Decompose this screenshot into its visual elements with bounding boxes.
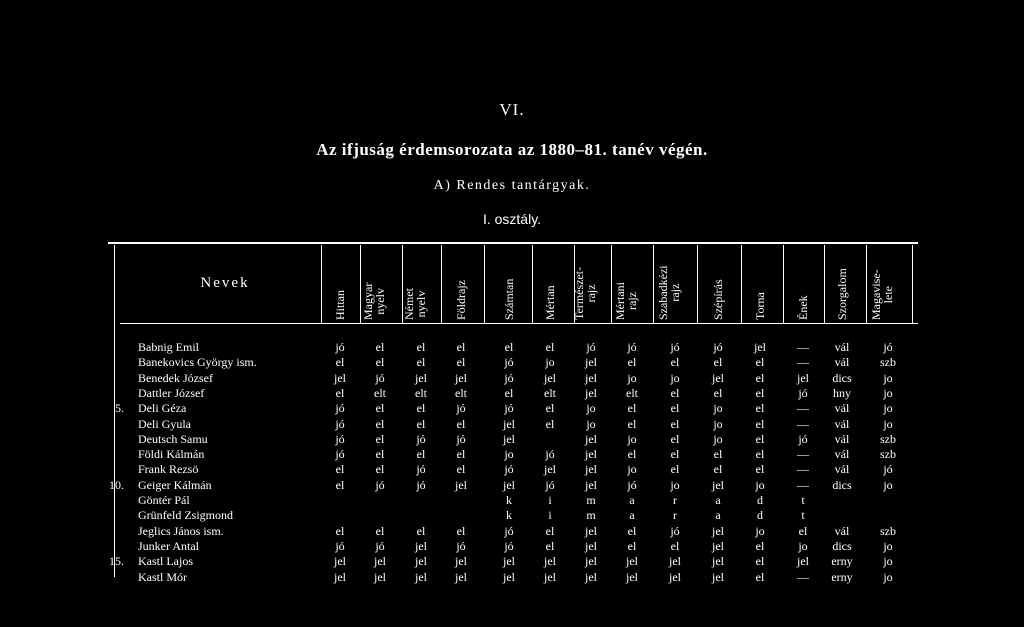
grade-cell: jo bbox=[627, 431, 637, 446]
column-header-label: Mértani rajz bbox=[613, 282, 639, 320]
grade-cell: jel bbox=[544, 554, 556, 569]
grade-cell: elt bbox=[544, 385, 556, 400]
column-header-label: Természet- rajz bbox=[572, 266, 598, 320]
grade-cell: el bbox=[375, 431, 385, 446]
column-header-label: Hittan bbox=[333, 290, 347, 320]
grade-cell: a bbox=[629, 493, 635, 507]
names-column-header: Nevek bbox=[200, 275, 250, 291]
column-separator bbox=[866, 245, 867, 323]
table-row bbox=[0, 539, 1024, 554]
grade-cell: jó bbox=[545, 477, 555, 492]
grade-cell: jel bbox=[455, 554, 467, 569]
grade-cell: jel bbox=[585, 477, 597, 492]
class-label: I. osztály. bbox=[482, 211, 542, 227]
grade-cell: el bbox=[755, 569, 765, 584]
grade-cell: jel bbox=[415, 569, 427, 584]
grade-cell: jo bbox=[883, 370, 893, 385]
table-header-rule bbox=[120, 323, 918, 324]
grade-cell: jó bbox=[627, 340, 637, 354]
grade-cell: vál bbox=[834, 416, 850, 431]
student-name: Kastl Mór bbox=[138, 569, 187, 584]
grade-cell: jo bbox=[504, 447, 514, 462]
grade-cell: jel bbox=[585, 569, 597, 584]
grade-cell: — bbox=[797, 477, 809, 492]
student-name: Frank Rezsö bbox=[138, 462, 199, 477]
grade-cell: el bbox=[713, 355, 723, 370]
grade-cell: el bbox=[375, 462, 385, 477]
grade-cell: szb bbox=[880, 431, 896, 446]
grade-cell: el bbox=[670, 447, 680, 462]
column-header-label: Mértan bbox=[543, 285, 557, 320]
grade-cell: jel bbox=[669, 554, 681, 569]
grade-cell: jó bbox=[335, 401, 345, 416]
column-header bbox=[613, 250, 651, 320]
grade-cell: jó bbox=[627, 477, 637, 492]
table-row bbox=[0, 524, 1024, 539]
grade-cell: jel bbox=[503, 569, 515, 584]
column-header-label: Szépírás bbox=[711, 279, 725, 320]
grade-cell: el bbox=[456, 523, 466, 538]
column-separator bbox=[697, 245, 698, 323]
grade-cell: k bbox=[506, 508, 512, 523]
grade-cell: el bbox=[335, 385, 345, 400]
grade-cell: jó bbox=[504, 462, 514, 477]
table-row bbox=[0, 386, 1024, 401]
grade-cell: jo bbox=[627, 462, 637, 477]
grade-cell: el bbox=[713, 462, 723, 477]
grade-cell: vál bbox=[834, 447, 850, 462]
grade-cell: — bbox=[797, 355, 809, 370]
grade-cell: el bbox=[627, 447, 637, 462]
grade-cell: el bbox=[375, 401, 385, 416]
grade-cell: jel bbox=[585, 370, 597, 385]
grade-cell: jo bbox=[713, 416, 723, 431]
grade-cell: el bbox=[456, 416, 466, 431]
grade-cell: jel bbox=[503, 554, 515, 569]
grade-cell: el bbox=[670, 385, 680, 400]
grade-cell: szb bbox=[880, 355, 896, 370]
grade-cell: jel bbox=[544, 370, 556, 385]
student-name: Deli Géza bbox=[138, 401, 187, 416]
grade-cell: vál bbox=[834, 431, 850, 446]
grade-cell: jel bbox=[415, 538, 427, 553]
grade-cell: — bbox=[797, 416, 809, 431]
grade-cell: jó bbox=[375, 477, 385, 492]
column-header bbox=[784, 250, 822, 320]
grade-cell: jo bbox=[755, 477, 765, 492]
grade-cell: szb bbox=[880, 447, 896, 462]
grade-cell: el bbox=[798, 523, 808, 538]
grade-cell: jel bbox=[334, 554, 346, 569]
grade-cell: jó bbox=[883, 462, 893, 477]
grade-cell: i bbox=[548, 508, 552, 523]
grade-cell: — bbox=[797, 462, 809, 477]
grade-cell: jel bbox=[585, 538, 597, 553]
student-name: Junker Antal bbox=[138, 538, 199, 553]
grade-cell: jo bbox=[883, 569, 893, 584]
grade-cell: jó bbox=[670, 340, 680, 354]
grade-cell: jel bbox=[585, 462, 597, 477]
grade-cell: el bbox=[456, 447, 466, 462]
student-name: Grünfeld Zsigmond bbox=[138, 508, 233, 523]
grade-cell: jó bbox=[335, 431, 345, 446]
grade-cell: r bbox=[673, 493, 677, 507]
grade-cell: el bbox=[755, 370, 765, 385]
grade-cell: jo bbox=[586, 416, 596, 431]
grade-cell: jó bbox=[586, 340, 596, 354]
grade-cell: t bbox=[801, 508, 805, 523]
grade-cell: el bbox=[670, 462, 680, 477]
grade-cell: jel bbox=[455, 370, 467, 385]
grade-cell: dics bbox=[832, 370, 852, 385]
grade-cell: jel bbox=[585, 385, 597, 400]
section-subtitle: A) Rendes tantárgyak. bbox=[433, 178, 591, 193]
grade-cell: el bbox=[504, 385, 514, 400]
table-row bbox=[0, 478, 1024, 493]
grade-cell: el bbox=[416, 523, 426, 538]
grade-cell: jel bbox=[585, 447, 597, 462]
column-separator bbox=[484, 245, 485, 323]
grade-cell: jel bbox=[712, 569, 724, 584]
column-separator bbox=[912, 245, 913, 323]
grade-cell: el bbox=[755, 355, 765, 370]
grade-cell: el bbox=[755, 447, 765, 462]
grade-cell: jó bbox=[335, 447, 345, 462]
grade-cell: jo bbox=[798, 538, 808, 553]
grade-cell: jel bbox=[374, 569, 386, 584]
grade-cell: el bbox=[335, 477, 345, 492]
grade-cell: jo bbox=[545, 355, 555, 370]
grade-cell: jó bbox=[504, 401, 514, 416]
table-top-rule bbox=[108, 242, 918, 244]
grade-cell: jel bbox=[712, 523, 724, 538]
grade-cell: jó bbox=[335, 538, 345, 553]
grade-cell: el bbox=[627, 416, 637, 431]
column-separator bbox=[653, 245, 654, 323]
grade-cell: el bbox=[627, 538, 637, 553]
table-row bbox=[0, 371, 1024, 386]
grade-cell: jel bbox=[626, 554, 638, 569]
grade-cell: el bbox=[713, 447, 723, 462]
grade-cell: jel bbox=[585, 554, 597, 569]
column-header bbox=[321, 250, 359, 320]
grade-cell: jo bbox=[883, 401, 893, 416]
grade-cell: jel bbox=[455, 569, 467, 584]
grade-cell: jel bbox=[585, 431, 597, 446]
grade-cell: jó bbox=[335, 340, 345, 354]
grade-cell: m bbox=[586, 493, 596, 507]
grade-cell: el bbox=[670, 431, 680, 446]
grade-cell: jó bbox=[504, 523, 514, 538]
grade-cell: el bbox=[755, 538, 765, 553]
grade-cell: jó bbox=[456, 401, 466, 416]
grade-cell: el bbox=[545, 340, 555, 354]
grade-cell: jel bbox=[415, 554, 427, 569]
grade-cell: el bbox=[670, 416, 680, 431]
column-header-label: Szabadkézi rajz bbox=[656, 265, 682, 320]
grade-cell: el bbox=[545, 538, 555, 553]
grade-cell: r bbox=[673, 508, 677, 523]
table-row bbox=[0, 340, 1024, 355]
grade-cell: — bbox=[797, 447, 809, 462]
grade-cell: jel bbox=[334, 370, 346, 385]
row-number: 10. bbox=[109, 477, 124, 492]
grade-cell: t bbox=[801, 493, 805, 507]
grade-cell: jel bbox=[544, 462, 556, 477]
grade-cell: jo bbox=[883, 416, 893, 431]
grade-cell: jel bbox=[712, 477, 724, 492]
column-header bbox=[531, 250, 569, 320]
grade-cell: el bbox=[375, 416, 385, 431]
grade-cell: el bbox=[335, 523, 345, 538]
table-row bbox=[0, 432, 1024, 447]
grade-cell: el bbox=[375, 340, 385, 354]
grade-cell: el bbox=[504, 340, 514, 354]
student-name: Geiger Kálmán bbox=[138, 477, 212, 492]
student-name: Göntér Pál bbox=[138, 493, 190, 507]
grade-cell: el bbox=[545, 523, 555, 538]
grade-cell: el bbox=[670, 538, 680, 553]
grade-cell: jo bbox=[713, 431, 723, 446]
column-header-label: Magavise- lete bbox=[869, 269, 895, 320]
grade-cell: jel bbox=[503, 431, 515, 446]
grade-cell: jel bbox=[626, 569, 638, 584]
grade-cell: el bbox=[755, 401, 765, 416]
grade-cell: jó bbox=[456, 538, 466, 553]
grade-cell: el bbox=[416, 401, 426, 416]
grade-cell: el bbox=[416, 416, 426, 431]
column-header-label: Szorgalom bbox=[835, 268, 849, 320]
grade-cell: jo bbox=[586, 401, 596, 416]
grade-cell: jó bbox=[798, 431, 808, 446]
grade-cell: el bbox=[375, 355, 385, 370]
column-header bbox=[823, 250, 861, 320]
column-header bbox=[361, 250, 399, 320]
grade-cell: jo bbox=[670, 370, 680, 385]
grade-cell: — bbox=[797, 569, 809, 584]
grade-cell: el bbox=[627, 355, 637, 370]
grade-cell: jó bbox=[416, 462, 426, 477]
grade-cell: el bbox=[755, 385, 765, 400]
grade-cell: jó bbox=[798, 385, 808, 400]
grade-cell: jel bbox=[585, 355, 597, 370]
grade-cell: erny bbox=[831, 554, 853, 569]
grade-cell: el bbox=[670, 401, 680, 416]
grade-cell: el bbox=[375, 523, 385, 538]
column-header-label: Földrajz bbox=[454, 280, 468, 320]
grade-cell: jó bbox=[504, 370, 514, 385]
grade-cell: jó bbox=[670, 523, 680, 538]
student-name: Kastl Lajos bbox=[138, 554, 193, 569]
column-header bbox=[490, 250, 528, 320]
grade-cell: k bbox=[506, 493, 512, 507]
grade-cell: jel bbox=[334, 569, 346, 584]
grade-cell: el bbox=[755, 462, 765, 477]
student-name: Deli Gyula bbox=[138, 416, 191, 431]
grade-cell: jel bbox=[712, 370, 724, 385]
column-header bbox=[442, 250, 480, 320]
grade-cell: jó bbox=[883, 340, 893, 354]
grade-cell: a bbox=[629, 508, 635, 523]
grade-cell: el bbox=[416, 355, 426, 370]
grade-cell: jel bbox=[669, 569, 681, 584]
grade-cell: jo bbox=[755, 523, 765, 538]
grade-cell: elt bbox=[626, 385, 638, 400]
table-row bbox=[0, 355, 1024, 370]
grade-cell: erny bbox=[831, 569, 853, 584]
grade-cell: el bbox=[375, 447, 385, 462]
student-name: Jeglics János ism. bbox=[138, 523, 224, 538]
grade-cell: jó bbox=[335, 416, 345, 431]
row-number: 15. bbox=[109, 554, 124, 569]
grade-cell: el bbox=[755, 554, 765, 569]
grade-cell: vál bbox=[834, 462, 850, 477]
column-header bbox=[402, 250, 440, 320]
grade-cell: jel bbox=[754, 340, 766, 354]
grade-cell: jó bbox=[416, 477, 426, 492]
grade-cell: jó bbox=[545, 447, 555, 462]
grade-cell: el bbox=[456, 355, 466, 370]
grade-cell: el bbox=[335, 462, 345, 477]
grade-cell: jó bbox=[416, 431, 426, 446]
grade-cell: jó bbox=[504, 538, 514, 553]
grade-cell: hny bbox=[833, 385, 851, 400]
grade-cell: el bbox=[627, 523, 637, 538]
student-name: Dattler József bbox=[138, 385, 205, 400]
student-name: Babnig Emil bbox=[138, 340, 199, 354]
table-row bbox=[0, 401, 1024, 416]
grade-cell: el bbox=[416, 447, 426, 462]
grade-cell: i bbox=[548, 493, 552, 507]
table-row bbox=[0, 570, 1024, 585]
grade-cell: m bbox=[586, 508, 596, 523]
grade-cell: jo bbox=[713, 401, 723, 416]
grade-cell: elt bbox=[455, 385, 467, 400]
grade-cell: dics bbox=[832, 477, 852, 492]
column-header bbox=[656, 250, 694, 320]
row-number: 5. bbox=[115, 401, 124, 416]
column-header bbox=[741, 250, 779, 320]
grade-cell: jel bbox=[455, 477, 467, 492]
table-row bbox=[0, 554, 1024, 569]
grade-cell: jo bbox=[883, 538, 893, 553]
column-header bbox=[699, 250, 737, 320]
grade-cell: jel bbox=[712, 538, 724, 553]
grade-cell: jó bbox=[456, 431, 466, 446]
grade-cell: jo bbox=[883, 385, 893, 400]
grade-cell: jo bbox=[670, 477, 680, 492]
column-header bbox=[572, 250, 610, 320]
grade-cell: jel bbox=[797, 370, 809, 385]
table-row bbox=[0, 493, 1024, 508]
grade-cell: szb bbox=[880, 523, 896, 538]
column-header-label: Számtan bbox=[502, 278, 516, 320]
column-separator bbox=[611, 245, 612, 323]
grade-cell: — bbox=[797, 401, 809, 416]
student-name: Deutsch Samu bbox=[138, 431, 208, 446]
grade-cell: el bbox=[416, 340, 426, 354]
column-header-label: Ének bbox=[796, 295, 810, 320]
grade-cell: a bbox=[715, 508, 721, 523]
grade-cell: el bbox=[627, 401, 637, 416]
grade-cell: jo bbox=[627, 370, 637, 385]
grade-cell: el bbox=[335, 355, 345, 370]
page-number: VI. bbox=[499, 100, 525, 119]
student-name: Földi Kálmán bbox=[138, 447, 205, 462]
grade-cell: d bbox=[757, 493, 763, 507]
grade-cell: dics bbox=[832, 538, 852, 553]
table-row bbox=[0, 462, 1024, 477]
grade-cell: elt bbox=[415, 385, 427, 400]
grade-cell: jó bbox=[375, 370, 385, 385]
grade-cell: el bbox=[456, 340, 466, 354]
grade-cell: el bbox=[545, 401, 555, 416]
table-row bbox=[0, 508, 1024, 523]
grade-cell: jel bbox=[712, 554, 724, 569]
grade-cell: d bbox=[757, 508, 763, 523]
grade-cell: vál bbox=[834, 401, 850, 416]
page-title: Az ifjuság érdemsorozata az 1880–81. tanév végén. bbox=[316, 140, 708, 159]
column-header-label: Magyar nyelv bbox=[361, 282, 387, 320]
column-header-label: Német nyelv bbox=[402, 288, 428, 320]
grade-cell: el bbox=[670, 355, 680, 370]
student-name: Benedek József bbox=[138, 370, 213, 385]
grade-cell: jo bbox=[883, 477, 893, 492]
grade-cell: jel bbox=[544, 569, 556, 584]
grade-cell: el bbox=[713, 385, 723, 400]
grade-cell: a bbox=[715, 493, 721, 507]
grade-cell: el bbox=[456, 462, 466, 477]
grade-cell: el bbox=[755, 431, 765, 446]
column-header-label: Torna bbox=[753, 292, 767, 320]
table-row bbox=[0, 447, 1024, 462]
table-row bbox=[0, 417, 1024, 432]
column-header bbox=[869, 250, 907, 320]
grade-cell: elt bbox=[374, 385, 386, 400]
grade-cell: jel bbox=[797, 554, 809, 569]
grade-cell: jel bbox=[415, 370, 427, 385]
grade-cell: jo bbox=[883, 554, 893, 569]
grade-cell: jel bbox=[503, 477, 515, 492]
grade-cell: el bbox=[755, 416, 765, 431]
grade-cell: vál bbox=[834, 340, 850, 354]
grade-cell: vál bbox=[834, 523, 850, 538]
grade-cell: jó bbox=[713, 340, 723, 354]
grade-cell: jó bbox=[504, 355, 514, 370]
grade-cell: el bbox=[545, 416, 555, 431]
grade-cell: jel bbox=[374, 554, 386, 569]
grade-cell: jó bbox=[375, 538, 385, 553]
grade-cell: vál bbox=[834, 355, 850, 370]
grade-cell: jel bbox=[585, 523, 597, 538]
student-name: Banekovics György ism. bbox=[138, 355, 257, 370]
grade-cell: jel bbox=[503, 416, 515, 431]
grade-cell: — bbox=[797, 340, 809, 354]
